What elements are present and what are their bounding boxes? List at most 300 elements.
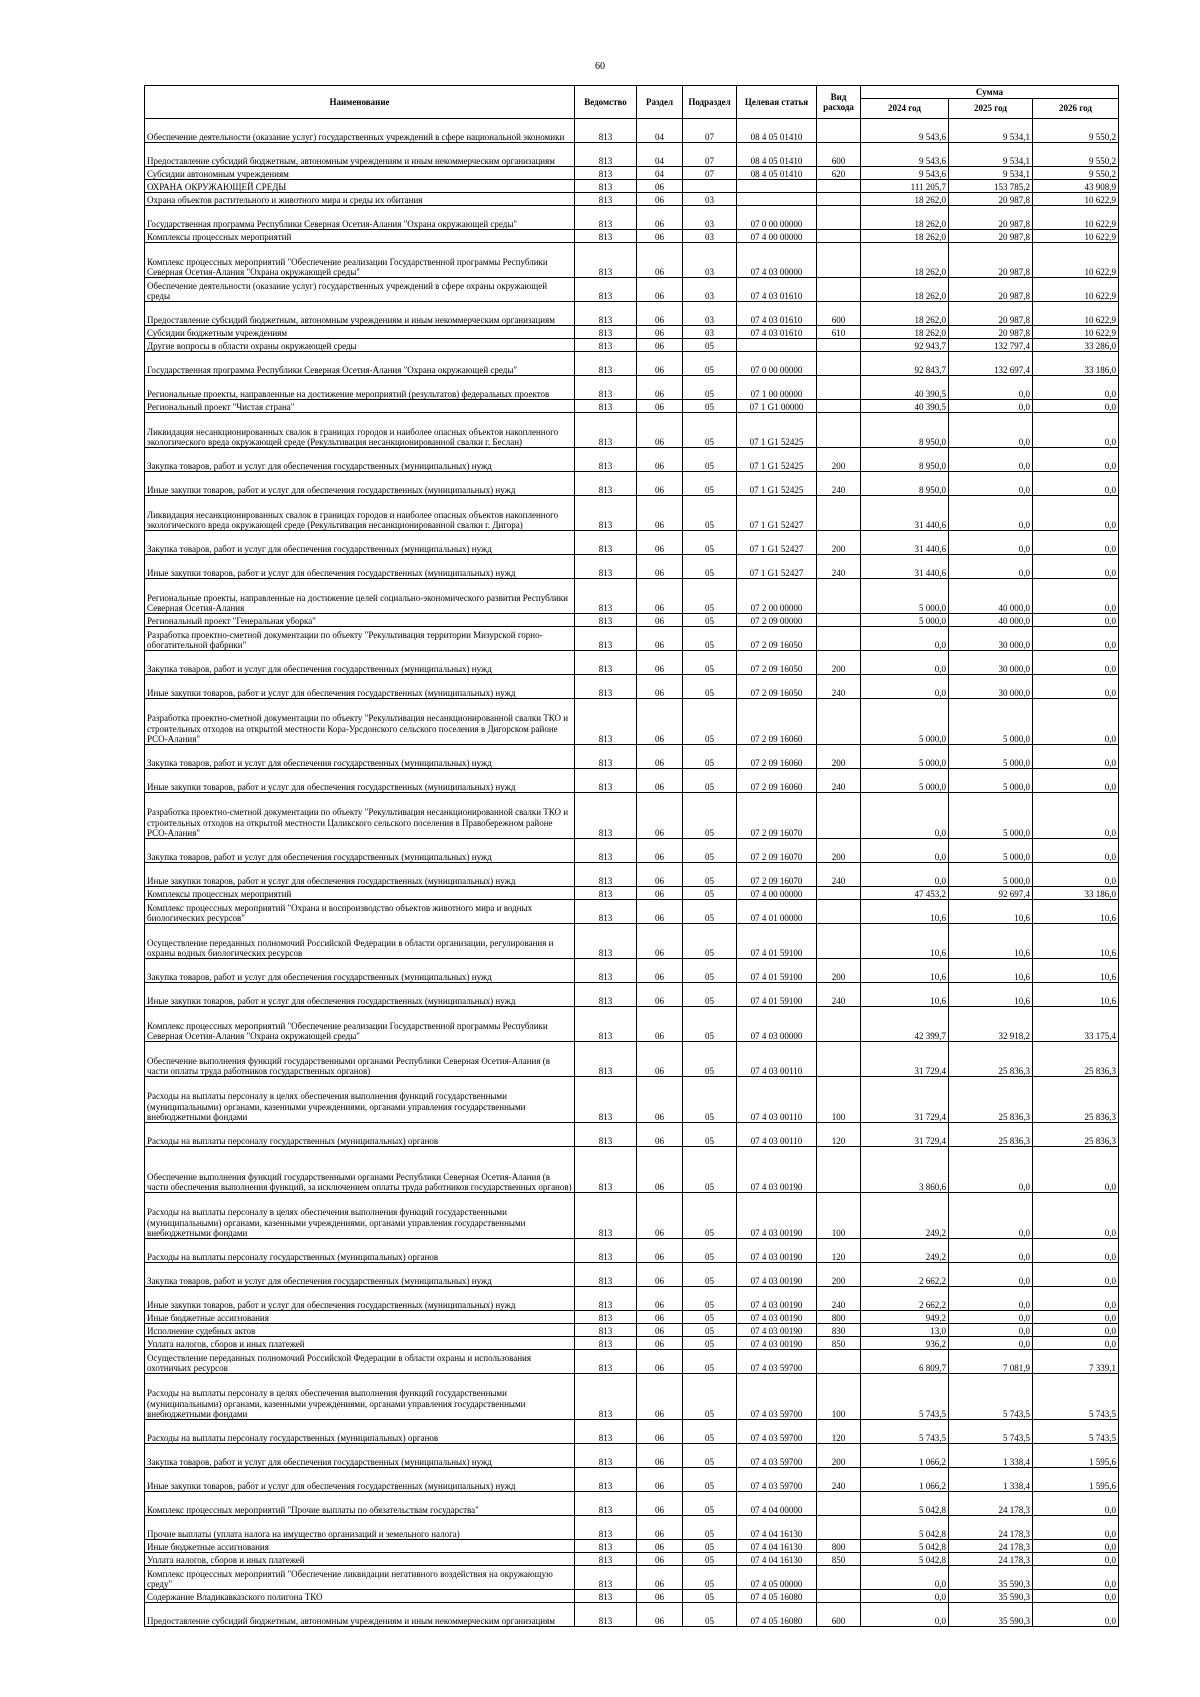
cell-y2026: 7 339,1 — [1033, 1350, 1119, 1374]
cell-y2025: 25 836,3 — [949, 1123, 1033, 1147]
cell-podrazdel: 05 — [683, 1324, 737, 1337]
cell-y2024: 0,0 — [861, 793, 949, 839]
cell-name: Государственная программа Республики Северная Осетия-Алания "Охрана окружающей среды" — [145, 206, 575, 230]
cell-ved: 813 — [575, 1420, 637, 1444]
cell-podrazdel: 03 — [683, 206, 737, 230]
cell-ved: 813 — [575, 339, 637, 352]
cell-y2025: 40 000,0 — [949, 614, 1033, 627]
cell-target: 07 2 09 00000 — [737, 614, 817, 627]
table-row — [145, 167, 1119, 180]
cell-vid: 850 — [817, 1553, 861, 1566]
cell-vid — [817, 243, 861, 278]
cell-y2024: 2 662,2 — [861, 1287, 949, 1311]
cell-ved: 813 — [575, 1042, 637, 1077]
cell-razdel: 06 — [637, 1566, 683, 1590]
cell-razdel: 06 — [637, 983, 683, 1007]
cell-ved: 813 — [575, 496, 637, 531]
cell-name: Иные закупки товаров, работ и услуг для обеспечения государственных (муниципальных) нужд — [145, 1287, 575, 1311]
cell-target: 07 4 03 01610 — [737, 278, 817, 302]
cell-y2026: 0,0 — [1033, 745, 1119, 769]
cell-razdel: 06 — [637, 579, 683, 614]
cell-y2025: 153 785,2 — [949, 180, 1033, 193]
cell-name: Комплексы процессных мероприятий — [145, 887, 575, 900]
cell-razdel: 06 — [637, 627, 683, 651]
cell-name: Другие вопросы в области охраны окружающей среды — [145, 339, 575, 352]
cell-name: Расходы на выплаты персоналу в целях обеспечения выполнения функций государственными (муниципальными) органами, казенными учреждениями, органами управления государственными внебюджетными фондами — [145, 1374, 575, 1420]
cell-podrazdel: 07 — [683, 119, 737, 143]
cell-y2025: 40 000,0 — [949, 579, 1033, 614]
cell-y2025: 0,0 — [949, 1337, 1033, 1350]
cell-target: 07 0 00 00000 — [737, 206, 817, 230]
cell-ved: 813 — [575, 900, 637, 924]
cell-vid — [817, 1042, 861, 1077]
cell-y2026: 0,0 — [1033, 1492, 1119, 1516]
cell-ved: 813 — [575, 1540, 637, 1553]
cell-y2026: 0,0 — [1033, 579, 1119, 614]
table-row — [145, 1492, 1119, 1516]
cell-razdel: 06 — [637, 1516, 683, 1540]
cell-razdel: 06 — [637, 1077, 683, 1123]
cell-target: 07 2 09 16060 — [737, 745, 817, 769]
cell-podrazdel: 05 — [683, 1311, 737, 1324]
cell-name: Комплекс процессных мероприятий "Прочие выплаты по обязательствам государства" — [145, 1492, 575, 1516]
cell-vid — [817, 1492, 861, 1516]
cell-podrazdel: 05 — [683, 1007, 737, 1042]
cell-y2024: 5 042,8 — [861, 1492, 949, 1516]
cell-name: Закупка товаров, работ и услуг для обеспечения государственных (муниципальных) нужд — [145, 959, 575, 983]
cell-vid — [817, 400, 861, 413]
cell-vid: 600 — [817, 1603, 861, 1627]
cell-ved: 813 — [575, 1516, 637, 1540]
cell-razdel: 06 — [637, 1540, 683, 1553]
cell-razdel: 06 — [637, 1492, 683, 1516]
table-row — [145, 887, 1119, 900]
cell-name: Уплата налогов, сборов и иных платежей — [145, 1553, 575, 1566]
table-row — [145, 1590, 1119, 1603]
cell-podrazdel: 05 — [683, 1350, 737, 1374]
cell-y2026: 43 908,9 — [1033, 180, 1119, 193]
cell-ved: 813 — [575, 793, 637, 839]
cell-target: 07 1 G1 52425 — [737, 413, 817, 448]
cell-ved: 813 — [575, 579, 637, 614]
cell-name: Предоставление субсидий бюджетным, автономным учреждениям и иным некоммерческим организациям — [145, 1603, 575, 1627]
table-row — [145, 1374, 1119, 1420]
cell-target: 07 4 04 16130 — [737, 1553, 817, 1566]
cell-y2025: 9 534,1 — [949, 119, 1033, 143]
cell-y2024: 13,0 — [861, 1324, 949, 1337]
cell-vid: 100 — [817, 1193, 861, 1239]
cell-podrazdel: 05 — [683, 579, 737, 614]
cell-y2026: 10 622,9 — [1033, 206, 1119, 230]
table-row — [145, 143, 1119, 167]
cell-target: 07 4 05 16080 — [737, 1603, 817, 1627]
cell-name: Закупка товаров, работ и услуг для обеспечения государственных (муниципальных) нужд — [145, 745, 575, 769]
cell-ved: 813 — [575, 1147, 637, 1193]
cell-y2024: 6 809,7 — [861, 1350, 949, 1374]
cell-y2024: 8 950,0 — [861, 472, 949, 496]
cell-name: Субсидии бюджетным учреждениям — [145, 326, 575, 339]
cell-ved: 813 — [575, 1007, 637, 1042]
cell-ved: 813 — [575, 699, 637, 745]
cell-podrazdel: 05 — [683, 1444, 737, 1468]
cell-y2024: 0,0 — [861, 675, 949, 699]
cell-y2025: 25 836,3 — [949, 1042, 1033, 1077]
table-row — [145, 1420, 1119, 1444]
cell-name: Комплекс процессных мероприятий "Обеспечение реализации Государственной программы Республики Северная Осетия-Алания "Охрана окружающей среды" — [145, 243, 575, 278]
cell-y2024: 18 262,0 — [861, 302, 949, 326]
cell-y2024: 111 205,7 — [861, 180, 949, 193]
table-row — [145, 339, 1119, 352]
cell-ved: 813 — [575, 1350, 637, 1374]
cell-target: 07 1 G1 52425 — [737, 472, 817, 496]
table-row — [145, 699, 1119, 745]
cell-target: 07 4 01 00000 — [737, 900, 817, 924]
cell-podrazdel: 03 — [683, 230, 737, 243]
cell-y2024: 10,6 — [861, 900, 949, 924]
header-razdel: Раздел — [637, 86, 683, 119]
cell-y2025: 0,0 — [949, 413, 1033, 448]
cell-razdel: 04 — [637, 119, 683, 143]
cell-y2025: 25 836,3 — [949, 1077, 1033, 1123]
table-row — [145, 1553, 1119, 1566]
cell-vid: 600 — [817, 143, 861, 167]
cell-name: Субсидии автономным учреждениям — [145, 167, 575, 180]
cell-ved: 813 — [575, 1374, 637, 1420]
cell-y2024: 8 950,0 — [861, 413, 949, 448]
cell-name: Разработка проектно-сметной документации по объекту "Рекультивация территории Мизурской горно-обогатительной фабрики" — [145, 627, 575, 651]
table-row — [145, 1324, 1119, 1337]
cell-y2026: 0,0 — [1033, 839, 1119, 863]
cell-ved: 813 — [575, 193, 637, 206]
cell-vid — [817, 579, 861, 614]
cell-ved: 813 — [575, 651, 637, 675]
cell-y2025: 132 697,4 — [949, 352, 1033, 376]
cell-y2024: 5 000,0 — [861, 745, 949, 769]
cell-ved: 813 — [575, 1603, 637, 1627]
cell-ved: 813 — [575, 745, 637, 769]
cell-target: 07 4 05 16080 — [737, 1590, 817, 1603]
cell-podrazdel: 03 — [683, 193, 737, 206]
cell-target: 07 4 04 16130 — [737, 1516, 817, 1540]
cell-razdel: 06 — [637, 1311, 683, 1324]
cell-name: Обеспечение деятельности (оказание услуг) государственных учреждений в сфере охраны окружающей среды — [145, 278, 575, 302]
cell-vid — [817, 627, 861, 651]
cell-podrazdel: 05 — [683, 352, 737, 376]
cell-y2026: 0,0 — [1033, 793, 1119, 839]
table-row — [145, 675, 1119, 699]
cell-y2025: 20 987,8 — [949, 243, 1033, 278]
cell-target: 07 4 03 00190 — [737, 1311, 817, 1324]
cell-y2026: 0,0 — [1033, 1566, 1119, 1590]
cell-ved: 813 — [575, 119, 637, 143]
cell-y2024: 31 729,4 — [861, 1077, 949, 1123]
cell-vid — [817, 1516, 861, 1540]
cell-y2026: 0,0 — [1033, 400, 1119, 413]
cell-target: 07 4 03 59700 — [737, 1420, 817, 1444]
cell-y2024: 31 440,6 — [861, 531, 949, 555]
cell-y2025: 5 000,0 — [949, 769, 1033, 793]
cell-ved: 813 — [575, 143, 637, 167]
cell-y2024: 92 843,7 — [861, 352, 949, 376]
cell-y2024: 936,2 — [861, 1337, 949, 1350]
cell-y2026: 25 836,3 — [1033, 1042, 1119, 1077]
cell-target: 07 4 03 59700 — [737, 1350, 817, 1374]
cell-podrazdel: 05 — [683, 1337, 737, 1350]
cell-podrazdel: 05 — [683, 924, 737, 959]
table-row — [145, 839, 1119, 863]
cell-ved: 813 — [575, 675, 637, 699]
cell-name: ОХРАНА ОКРУЖАЮЩЕЙ СРЕДЫ — [145, 180, 575, 193]
cell-razdel: 06 — [637, 243, 683, 278]
cell-razdel: 06 — [637, 614, 683, 627]
cell-vid — [817, 1350, 861, 1374]
table-row — [145, 1516, 1119, 1540]
cell-y2025: 5 000,0 — [949, 699, 1033, 745]
cell-y2026: 5 743,5 — [1033, 1420, 1119, 1444]
cell-vid — [817, 924, 861, 959]
table-row — [145, 230, 1119, 243]
cell-podrazdel: 05 — [683, 472, 737, 496]
cell-target: 07 4 03 59700 — [737, 1444, 817, 1468]
cell-ved: 813 — [575, 1337, 637, 1350]
cell-y2025: 5 743,5 — [949, 1420, 1033, 1444]
cell-razdel: 06 — [637, 376, 683, 400]
cell-y2025: 9 534,1 — [949, 143, 1033, 167]
table-row — [145, 1337, 1119, 1350]
cell-y2025: 5 000,0 — [949, 863, 1033, 887]
cell-name: Расходы на выплаты персоналу государственных (муниципальных) органов — [145, 1239, 575, 1263]
cell-razdel: 06 — [637, 1553, 683, 1566]
cell-y2024: 0,0 — [861, 627, 949, 651]
cell-y2024: 2 662,2 — [861, 1263, 949, 1287]
cell-y2026: 0,0 — [1033, 413, 1119, 448]
header-target: Целевая статья — [737, 86, 817, 119]
cell-y2025: 10,6 — [949, 924, 1033, 959]
cell-razdel: 06 — [637, 326, 683, 339]
cell-podrazdel: 03 — [683, 326, 737, 339]
cell-ved: 813 — [575, 1324, 637, 1337]
cell-target — [737, 193, 817, 206]
cell-y2025: 0,0 — [949, 448, 1033, 472]
cell-ved: 813 — [575, 1193, 637, 1239]
budget-table — [144, 85, 1119, 1627]
cell-target: 07 4 03 00190 — [737, 1239, 817, 1263]
cell-y2024: 18 262,0 — [861, 230, 949, 243]
cell-podrazdel: 05 — [683, 1566, 737, 1590]
cell-podrazdel: 05 — [683, 839, 737, 863]
cell-podrazdel: 05 — [683, 627, 737, 651]
cell-target: 07 4 04 16130 — [737, 1540, 817, 1553]
cell-vid — [817, 206, 861, 230]
cell-razdel: 06 — [637, 1350, 683, 1374]
cell-razdel: 06 — [637, 769, 683, 793]
cell-vid: 800 — [817, 1540, 861, 1553]
cell-target: 07 0 00 00000 — [737, 352, 817, 376]
cell-y2024: 40 390,5 — [861, 400, 949, 413]
table-row — [145, 1147, 1119, 1193]
cell-target: 07 4 03 00110 — [737, 1042, 817, 1077]
cell-y2026: 33 186,0 — [1033, 887, 1119, 900]
cell-razdel: 06 — [637, 1193, 683, 1239]
cell-y2025: 35 590,3 — [949, 1590, 1033, 1603]
table-row — [145, 1468, 1119, 1492]
cell-ved: 813 — [575, 863, 637, 887]
cell-ved: 813 — [575, 376, 637, 400]
cell-ved: 813 — [575, 614, 637, 627]
cell-y2024: 5 042,8 — [861, 1553, 949, 1566]
cell-name: Иные закупки товаров, работ и услуг для обеспечения государственных (муниципальных) нужд — [145, 863, 575, 887]
cell-vid: 240 — [817, 1287, 861, 1311]
cell-ved: 813 — [575, 769, 637, 793]
cell-y2026: 10,6 — [1033, 924, 1119, 959]
cell-razdel: 06 — [637, 472, 683, 496]
cell-vid: 610 — [817, 326, 861, 339]
cell-y2026: 33 286,0 — [1033, 339, 1119, 352]
cell-y2025: 24 178,3 — [949, 1553, 1033, 1566]
cell-podrazdel: 05 — [683, 793, 737, 839]
cell-y2025: 10,6 — [949, 959, 1033, 983]
header-2026: 2026 год — [1033, 99, 1119, 119]
cell-name: Закупка товаров, работ и услуг для обеспечения государственных (муниципальных) нужд — [145, 531, 575, 555]
cell-y2026: 0,0 — [1033, 376, 1119, 400]
cell-vid — [817, 278, 861, 302]
cell-ved: 813 — [575, 278, 637, 302]
cell-razdel: 06 — [637, 793, 683, 839]
cell-razdel: 06 — [637, 193, 683, 206]
cell-y2024: 3 860,6 — [861, 1147, 949, 1193]
cell-name: Иные бюджетные ассигнования — [145, 1540, 575, 1553]
cell-target: 07 4 03 59700 — [737, 1468, 817, 1492]
cell-name: Расходы на выплаты персоналу государственных (муниципальных) органов — [145, 1420, 575, 1444]
cell-y2026: 10 622,9 — [1033, 193, 1119, 206]
cell-razdel: 06 — [637, 448, 683, 472]
cell-y2024: 31 440,6 — [861, 496, 949, 531]
cell-ved: 813 — [575, 206, 637, 230]
cell-name: Региональный проект "Генеральная уборка" — [145, 614, 575, 627]
cell-podrazdel: 05 — [683, 400, 737, 413]
cell-target: 08 4 05 01410 — [737, 119, 817, 143]
cell-name: Иные закупки товаров, работ и услуг для обеспечения государственных (муниципальных) нужд — [145, 675, 575, 699]
cell-podrazdel — [683, 180, 737, 193]
cell-name: Иные бюджетные ассигнования — [145, 1311, 575, 1324]
cell-vid: 100 — [817, 1374, 861, 1420]
cell-y2025: 35 590,3 — [949, 1603, 1033, 1627]
cell-y2024: 0,0 — [861, 863, 949, 887]
cell-target: 07 2 09 16070 — [737, 793, 817, 839]
cell-vid: 200 — [817, 839, 861, 863]
table-row — [145, 793, 1119, 839]
cell-razdel: 04 — [637, 143, 683, 167]
cell-y2026: 0,0 — [1033, 1193, 1119, 1239]
cell-y2025: 1 338,4 — [949, 1444, 1033, 1468]
cell-target: 07 2 09 16050 — [737, 627, 817, 651]
cell-y2025: 24 178,3 — [949, 1516, 1033, 1540]
cell-vid: 200 — [817, 745, 861, 769]
cell-razdel: 06 — [637, 1287, 683, 1311]
cell-ved: 813 — [575, 400, 637, 413]
cell-vid: 240 — [817, 1468, 861, 1492]
cell-ved: 813 — [575, 1590, 637, 1603]
cell-vid: 240 — [817, 863, 861, 887]
cell-y2026: 25 836,3 — [1033, 1123, 1119, 1147]
cell-y2026: 1 595,6 — [1033, 1444, 1119, 1468]
cell-vid: 850 — [817, 1337, 861, 1350]
cell-podrazdel: 03 — [683, 302, 737, 326]
table-row — [145, 959, 1119, 983]
cell-y2024: 9 543,6 — [861, 167, 949, 180]
cell-razdel: 06 — [637, 1147, 683, 1193]
cell-y2024: 10,6 — [861, 983, 949, 1007]
cell-y2025: 5 000,0 — [949, 839, 1033, 863]
cell-podrazdel: 03 — [683, 278, 737, 302]
cell-y2025: 10,6 — [949, 983, 1033, 1007]
cell-y2024: 9 543,6 — [861, 119, 949, 143]
cell-y2024: 31 729,4 — [861, 1042, 949, 1077]
cell-y2025: 0,0 — [949, 1263, 1033, 1287]
table-row — [145, 302, 1119, 326]
cell-y2025: 0,0 — [949, 400, 1033, 413]
cell-target: 07 4 03 00110 — [737, 1123, 817, 1147]
cell-razdel: 06 — [637, 959, 683, 983]
cell-podrazdel: 07 — [683, 143, 737, 167]
cell-y2024: 18 262,0 — [861, 206, 949, 230]
cell-y2026: 10 622,9 — [1033, 230, 1119, 243]
cell-ved: 813 — [575, 1444, 637, 1468]
cell-target: 07 1 G1 52427 — [737, 496, 817, 531]
cell-y2025: 0,0 — [949, 1193, 1033, 1239]
cell-razdel: 06 — [637, 1374, 683, 1420]
table-row — [145, 448, 1119, 472]
cell-razdel: 04 — [637, 167, 683, 180]
cell-y2025: 92 697,4 — [949, 887, 1033, 900]
cell-vid — [817, 339, 861, 352]
cell-razdel: 06 — [637, 339, 683, 352]
cell-vid: 830 — [817, 1324, 861, 1337]
cell-podrazdel: 05 — [683, 1374, 737, 1420]
cell-target: 07 2 00 00000 — [737, 579, 817, 614]
cell-y2026: 9 550,2 — [1033, 119, 1119, 143]
cell-vid: 100 — [817, 1077, 861, 1123]
cell-y2025: 32 918,2 — [949, 1007, 1033, 1042]
cell-y2025: 5 000,0 — [949, 793, 1033, 839]
cell-y2026: 0,0 — [1033, 1239, 1119, 1263]
cell-y2024: 5 000,0 — [861, 769, 949, 793]
cell-ved: 813 — [575, 1566, 637, 1590]
cell-podrazdel: 05 — [683, 1239, 737, 1263]
cell-y2024: 249,2 — [861, 1239, 949, 1263]
cell-ved: 813 — [575, 555, 637, 579]
table-row — [145, 745, 1119, 769]
cell-target: 08 4 05 01410 — [737, 167, 817, 180]
table-row — [145, 1603, 1119, 1627]
cell-target: 07 4 03 00000 — [737, 243, 817, 278]
cell-y2025: 0,0 — [949, 1311, 1033, 1324]
cell-razdel: 06 — [637, 1324, 683, 1337]
table-row — [145, 1042, 1119, 1077]
cell-vid — [817, 376, 861, 400]
cell-vid: 800 — [817, 1311, 861, 1324]
cell-y2026: 0,0 — [1033, 627, 1119, 651]
cell-y2025: 20 987,8 — [949, 206, 1033, 230]
table-row — [145, 1311, 1119, 1324]
cell-target: 07 1 G1 52427 — [737, 531, 817, 555]
cell-name: Комплексы процессных мероприятий — [145, 230, 575, 243]
cell-name: Комплекс процессных мероприятий "Обеспечение ликвидации негативного воздействия на окружающую среду" — [145, 1566, 575, 1590]
cell-y2025: 20 987,8 — [949, 193, 1033, 206]
cell-y2025: 0,0 — [949, 1287, 1033, 1311]
cell-vid — [817, 352, 861, 376]
cell-vid: 200 — [817, 448, 861, 472]
